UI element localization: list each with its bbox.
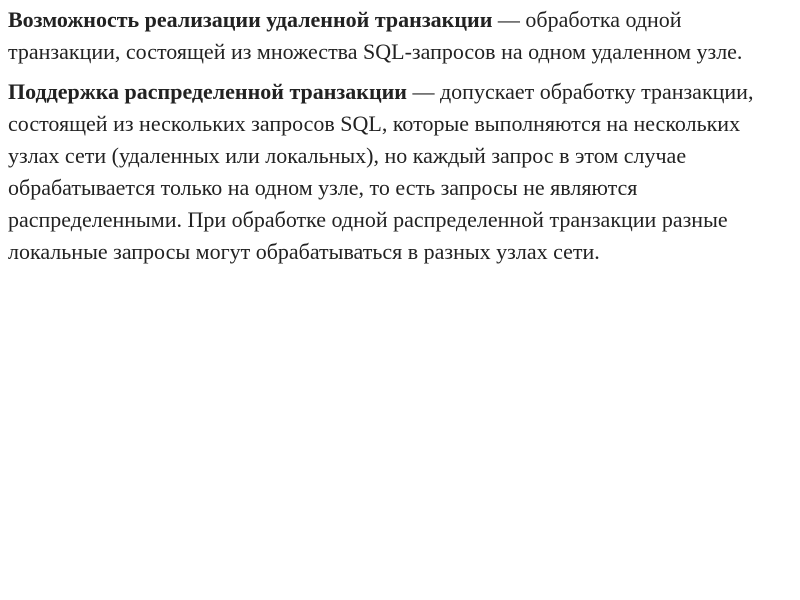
term-distributed-transaction: Поддержка распределенной транзакции bbox=[8, 79, 407, 104]
term-remote-transaction: Возможность реализации удаленной транзакции bbox=[8, 7, 493, 32]
paragraph-distributed-transaction bbox=[8, 76, 790, 268]
definition-distributed-transaction: — допускает обработку транзакции, состоящей из нескольких запросов SQL, которые выполняются на нескольких узлах сети (удаленных или локальных), но каждый запрос в этом случае обрабатывается только на одном узле, то есть запросы не являются распределенными. При обработке одной распределенной транзакции разные локальные запросы могут обрабатываться в разных узлах сети. bbox=[8, 79, 754, 264]
definition-remote-transaction: — обработка одной транзакции, состоящей из множества SQL-запросов на одном удаленном узле. bbox=[8, 7, 743, 64]
paragraph-remote-transaction bbox=[8, 4, 790, 68]
